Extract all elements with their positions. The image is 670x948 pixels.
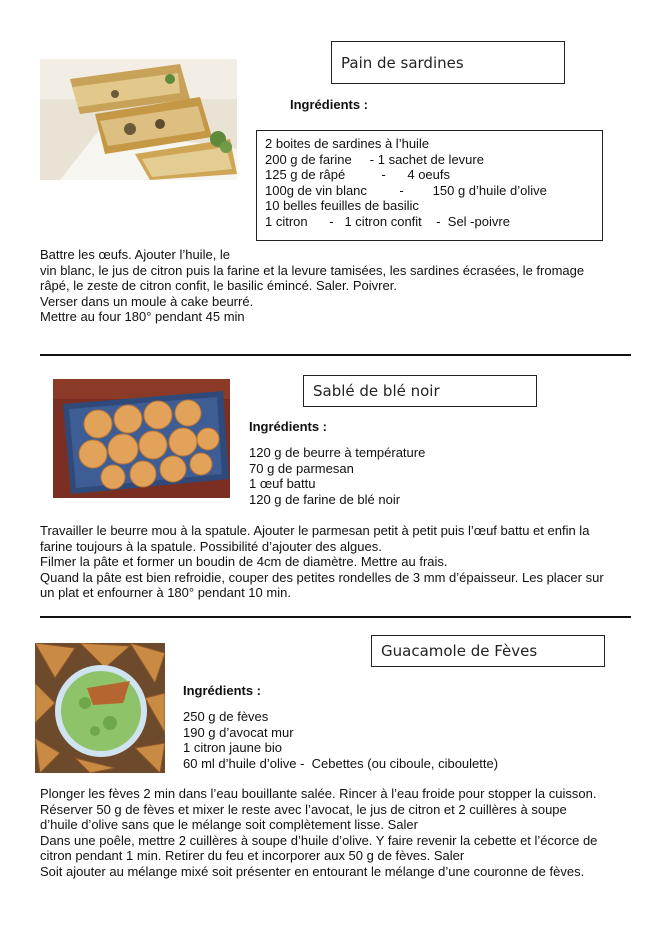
ingredient-line: 190 g d’avocat mur	[183, 724, 294, 740]
ingredients-label: Ingrédients :	[249, 419, 328, 434]
instruction-line: Filmer la pâte et former un boudin de 4cm de diamètre. Mettre au frais.	[40, 554, 448, 569]
recipe-photo-sable-cookies	[53, 379, 230, 498]
recipe-instructions	[40, 523, 640, 601]
ingredients-label: Ingrédients :	[290, 97, 369, 112]
instruction-line: Soit ajouter au mélange mixé soit présenter en entourant le mélange d’une couronne de fèves.	[40, 863, 585, 879]
instruction-line: citron pendant 1 min. Retirer du feu et incorporer aux 50 g de fèves. Saler	[40, 848, 465, 863]
instruction-line: Mettre au four 180° pendant 45 min	[40, 309, 245, 324]
ingredient-line: 10 belles feuilles de basilic	[265, 198, 419, 213]
section-divider	[40, 616, 631, 618]
section-divider	[40, 354, 631, 356]
instruction-line: Plonger les fèves 2 min dans l’eau bouillante salée. Rincer à l’eau froide pour stopper la cuisson.	[40, 786, 597, 801]
ingredient-line: 1 citron jaune bio	[183, 740, 283, 755]
instruction-line: farine toujours à la spatule. Possibilité d’ajouter des algues.	[40, 538, 382, 554]
recipe-title	[331, 41, 565, 84]
ingredient-line: 60 ml d’huile d’olive - Cebettes (ou ciboule, ciboulette)	[183, 755, 499, 771]
ingredients-label: Ingrédients :	[183, 683, 262, 698]
recipe-title	[371, 635, 605, 667]
instruction-line: râpé, le zeste de citron confit, le basilic émincé. Saler. Poivrer.	[40, 278, 397, 293]
recipe-photo-sardine-loaf	[40, 59, 237, 180]
ingredient-line: 200 g de farine - 1 sachet de levure	[265, 151, 484, 167]
recipe-title-text: Sablé de blé noir	[313, 382, 440, 400]
recipe-title	[303, 375, 537, 407]
ingredient-line: 1 citron - 1 citron confit - Sel -poivre	[265, 213, 510, 229]
ingredient-line: 125 g de râpé - 4 oeufs	[265, 167, 450, 182]
instruction-line: un plat et enfourner à 180° pendant 10 min.	[40, 585, 291, 600]
ingredient-line: 100g de vin blanc - 150 g d’huile d’olive	[265, 182, 547, 198]
instruction-line: Dans une poêle, mettre 2 cuillères à soupe d’huile d’olive. Y faire revenir la cebette et l’écorce de	[40, 832, 598, 848]
ingredient-line: 2 boites de sardines à l’huile	[265, 136, 430, 151]
instruction-line: Verser dans un moule à cake beurré.	[40, 293, 254, 309]
instruction-line: Travailler le beurre mou à la spatule. Ajouter le parmesan petit à petit puis l’œuf battu et enfin la	[40, 523, 590, 538]
instruction-line: Réserver 50 g de fèves et mixer le reste avec l’avocat, le jus de citron et 2 cuillères à soupe	[40, 801, 567, 817]
ingredients-box	[256, 130, 603, 241]
recipe-title-text: Pain de sardines	[341, 53, 464, 72]
ingredient-line: 120 g de beurre à température	[249, 445, 426, 460]
ingredients-list	[249, 445, 425, 507]
recipe-title-text: Guacamole de Fèves	[381, 642, 538, 660]
instruction-line: d’huile d’olive sans que le mélange soit complètement lisse. Saler	[40, 817, 418, 832]
ingredient-line: 250 g de fèves	[183, 709, 269, 724]
recipe-instructions	[40, 786, 640, 879]
recipe-instructions	[40, 247, 640, 325]
instruction-line: Quand la pâte est bien refroidie, couper des petites rondelles de 3 mm d’épaisseur. Les placer sur	[40, 569, 604, 585]
ingredients-list	[183, 709, 498, 771]
recipe-photo-guacamole	[35, 643, 165, 773]
ingredient-line: 70 g de parmesan	[249, 460, 354, 476]
ingredient-line: 1 œuf battu	[249, 476, 316, 491]
instruction-line: vin blanc, le jus de citron puis la farine et la levure tamisées, les sardines écrasées, le fromage	[40, 262, 585, 278]
ingredient-line: 120 g de farine de blé noir	[249, 491, 401, 507]
instruction-line: Battre les œufs. Ajouter l’huile, le	[40, 247, 231, 262]
